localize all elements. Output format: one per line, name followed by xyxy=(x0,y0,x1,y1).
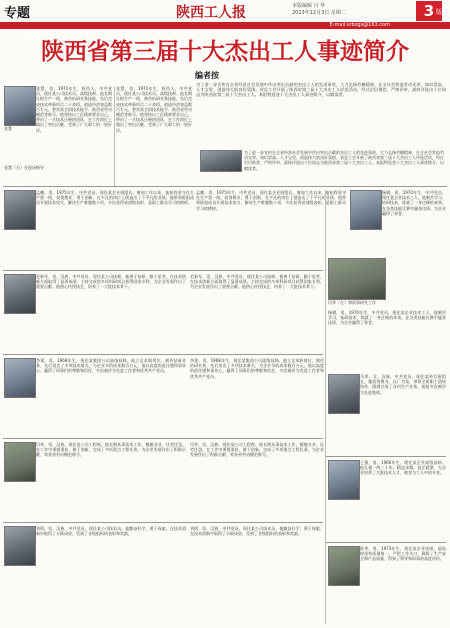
page-suffix: 版 xyxy=(436,9,443,16)
profile-text-10: 陈华，男，1973年生，现任某企业技师。他始终坚持质量第一，严把工作关口，确保了生产安全和产品质量，得到了领导和同事的高度评价。 xyxy=(360,546,446,562)
portrait-photo-5 xyxy=(4,442,36,482)
page-number-badge: 3 xyxy=(416,1,442,21)
section-label: 专题 xyxy=(4,6,31,21)
portrait-photo-9 xyxy=(4,526,36,566)
editor-note-continued: 为了进一步宣传在全省经济社会发展中作出突出贡献的杰出工人的先进事迹，大力弘扬劳模精神，在全社会营造劳动光荣、知识崇高、人才宝贵、创造伟大的良好氛围，省总工会开展了陕西省第三届十大杰出工人评选活动，经过层层推荐、严格评审，最终评选出十位同志为陕西省第三届十大杰出工人。本报特选登十大杰出工人事迹简介，以飨读者。 xyxy=(244,150,444,171)
group-photo-small xyxy=(200,150,242,172)
date-line: 2013年12月3日 星期二 xyxy=(292,10,346,16)
top-photo-caption: 张慧（右）在现场指导 xyxy=(4,165,44,170)
divider-4 xyxy=(3,438,323,439)
contact-strip xyxy=(0,22,450,39)
work-photo-caption: 闫华（左）和同事研究工作 xyxy=(328,300,376,305)
profile-text-3b: 毛新军，男，汉族，中共党员，现任某公司技师。他善于钻研，勤于思考，在技术创新方面取得了显著成绩，主持完成的多项科研项目获得国家专利，为企业发展作出了重要贡献。他热心传授技艺，培养了一大批技术骨干。 xyxy=(190,274,324,290)
profile-text-8: 王强，男，1966年生，现任某企业高级技师。他扎根一线三十年，精益求精，技艺精湛，为企业培养了大批技术人才，被誉为工人中的专家。 xyxy=(360,460,446,476)
portrait-photo-4 xyxy=(4,358,36,398)
portrait-photo-8 xyxy=(328,460,360,500)
profile-text-7: 马荣，女，汉族，中共党员，现任某单位班组长。她爱岗敬业，以厂为家，带领全班职工团结协作，圆满完成了各项生产任务，班组多次被评为先进集体。 xyxy=(360,374,446,395)
portrait-photo-6 xyxy=(350,190,382,230)
profile-text-9: 刘明，男，汉族，中共党员，现任某公司技术员。他勤奋好学，勇于探索，在技术创新中取得了丰硕成果，受到了各级组织的表彰和奖励。 xyxy=(36,526,186,537)
work-photo-mid xyxy=(328,258,386,300)
profile-text-6: 杨钢，男，1970年生，中共党员，现任某企业技术工人。他刻苦学习，钻研技术，练就了一身过硬的本领。在各类技能比赛中屡获佳绩，为企业赢得了荣誉。 xyxy=(382,190,446,216)
profile-text-6b: 杨钢，男，1970年生，中共党员，现任某企业技术工人。他刻苦学习，钻研技术，练就了一身过硬的本领。在各类技能比赛中屡获佳绩，为企业赢得了荣誉。 xyxy=(328,310,446,326)
portrait-photo-10 xyxy=(328,546,360,586)
masthead-logo: 陕西工人报 xyxy=(176,5,246,21)
profile-text-2b: 孟鹏，男，1975年生，中共党员，现任某企业班组长。参加工作以来，他始终坚守在生产第一线，爱岗敬业，勇于创新，在平凡的岗位上创造出了不平凡的业绩。他带领班组成员开展技术攻关，解决生产难题数十项，多次获得省部级表彰，是职工群众学习的榜样。 xyxy=(196,190,346,211)
editor-line: 本版编辑 闫 华 xyxy=(292,3,326,9)
profile-text-1: 张慧，男，1971年生，陕西人，中共党员，现任某公司技术员、高级技师。他长期扎根生产一线，刻苦钻研业务技能，先后完成技术革新项目二十余项，创造经济效益数百万元。曾荣获全国技术能手、陕西省劳动模范等称号。他坚持以工匠精神要求自己，带出了一支技术过硬的团队，在工作岗位上做出了突出贡献，受到了广大职工的一致好评。 xyxy=(36,86,112,133)
profile-text-1b: 张慧，男，1971年生，陕西人，中共党员，现任某公司技术员、高级技师。他长期扎根生产一线，刻苦钻研业务技能，先后完成技术革新项目二十余项，创造经济效益数百万元。曾荣获全国技术能手、陕西省劳动模范等称号。他坚持以工匠精神要求自己，带出了一支技术过硬的团队，在工作岗位上做出了突出贡献，受到了广大职工的一致好评。 xyxy=(116,86,192,133)
email-text: E-mail:srbzgs@163.com xyxy=(329,22,390,28)
profile-text-3: 毛新军，男，汉族，中共党员，现任某公司技师。他善于钻研，勤于思考，在技术创新方面取得了显著成绩，主持完成的多项科研项目获得国家专利，为企业发展作出了重要贡献。他热心传授技艺，培养了一大批技术骨干。 xyxy=(36,274,186,290)
page-header xyxy=(0,0,450,22)
editor-note-text: 为了进一步宣传在全省经济社会发展中作出突出贡献的杰出工人的先进事迹，大力弘扬劳模精神，在全社会营造劳动光荣、知识崇高、人才宝贵、创造伟大的良好氛围，省总工会开展了陕西省第三届十大杰出工人评选活动，经过层层推荐、严格评审，最终评选出十位同志为陕西省第三届十大杰出工人。本报特选登十大杰出工人事迹简介，以飨读者。 xyxy=(196,82,446,98)
portrait-photo-7 xyxy=(328,374,360,414)
divider-5 xyxy=(3,522,323,523)
portrait-photo-1 xyxy=(4,86,36,126)
profile-text-9b: 刘明，男，汉族，中共党员，现任某公司技术员。他勤奋好学，勇于探索，在技术创新中取得了丰硕成果，受到了各级组织的表彰和奖励。 xyxy=(190,526,324,537)
divider-right-1 xyxy=(326,456,446,457)
divider-2 xyxy=(3,270,323,271)
col-rule-2 xyxy=(325,190,326,624)
col-rule-1 xyxy=(114,86,115,186)
profile-text-2: 孟鹏，男，1975年生，中共党员，现任某企业班组长。参加工作以来，他始终坚守在生产第一线，爱岗敬业，勇于创新，在平凡的岗位上创造出了不平凡的业绩。他带领班组成员开展技术攻关，解决生产难题数十项，多次获得省部级表彰，是职工群众学习的榜样。 xyxy=(36,190,194,206)
divider-right-2 xyxy=(326,542,446,543)
profile-text-5: 闫华，男，汉族，现任某公司工程师。他长期从事技术工作，兢兢业业，任劳任怨。在工作中勇挑重担，敢于创新，完成了多项重点工程任务，为企业发展作出了积极贡献，荣获省劳动模范称号。 xyxy=(36,442,186,458)
divider-3 xyxy=(3,354,323,355)
phone-text: 电话：029-87361647 xyxy=(4,33,56,39)
profile-text-4b: 李建，男，1968年生，现任某集团公司高级技师。他立足本职岗位，刻苦钻研业务，先后攻克了多项技术难关，为企业节约成本数百万元。他以高度的责任感和事业心，赢得了同事们的尊敬和信任，多次被评为先进工作者和优秀共产党员。 xyxy=(190,358,324,379)
portrait-photo-2 xyxy=(4,190,36,230)
profile-text-4: 李建，男，1968年生，现任某集团公司高级技师。他立足本职岗位，刻苦钻研业务，先后攻克了多项技术难关，为企业节约成本数百万元。他以高度的责任感和事业心，赢得了同事们的尊敬和信任，多次被评为先进工作者和优秀共产党员。 xyxy=(36,358,186,374)
editor-note-title: 编者按 xyxy=(195,71,219,80)
edition-meta xyxy=(292,3,346,17)
profile-name-1: 张慧 xyxy=(4,126,12,131)
main-headline: 陕西省第三届十大杰出工人事迹简介 xyxy=(41,38,409,65)
portrait-photo-3 xyxy=(4,274,36,314)
profile-text-5b: 闫华，男，汉族，现任某公司工程师。他长期从事技术工作，兢兢业业，任劳任怨。在工作中勇挑重担，敢于创新，完成了多项重点工程任务，为企业发展作出了积极贡献，荣获省劳动模范称号。 xyxy=(190,442,324,458)
divider-1 xyxy=(3,186,447,187)
